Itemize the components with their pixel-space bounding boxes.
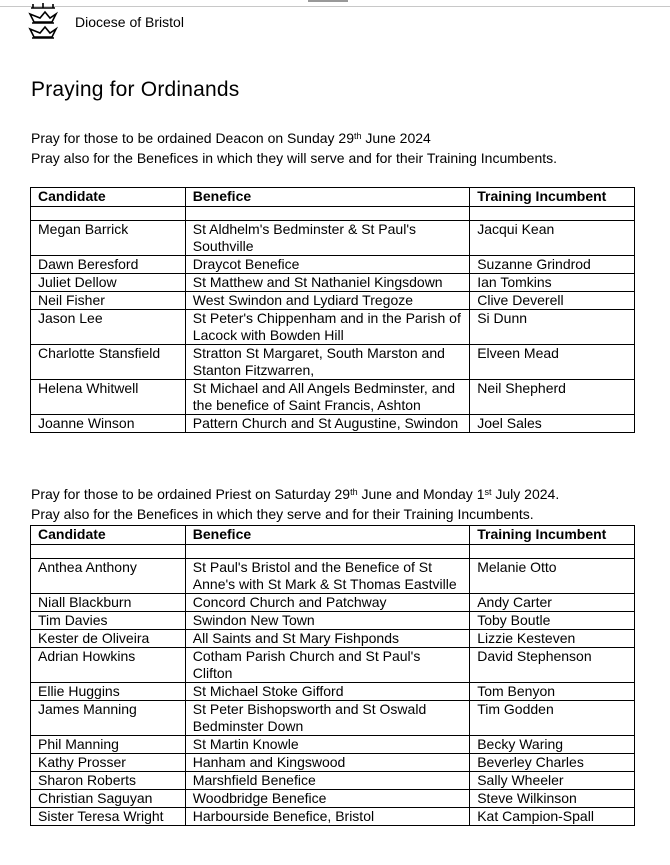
table-row [31,648,635,683]
priest-intro-sup2: st [484,487,492,497]
page-top-mark [308,0,348,2]
benefice-cell: Concord Church and Patchway [185,594,469,612]
table-row [31,274,635,292]
candidate-cell: Megan Barrick [31,221,186,256]
table-row [31,292,635,310]
table-spacer-row [31,545,635,559]
table-row [31,310,635,345]
incumbent-cell: David Stephenson [470,648,635,683]
priest-intro [31,484,559,524]
table-row [31,754,635,772]
candidate-cell: Niall Blackburn [31,594,186,612]
benefice-cell: St Martin Knowle [185,736,469,754]
incumbent-cell: Neil Shepherd [470,380,635,415]
incumbent-cell: Toby Boutle [470,612,635,630]
priest-table [30,525,635,826]
candidate-cell: Anthea Anthony [31,559,186,594]
column-header-benefice: Benefice [185,526,469,545]
candidate-cell: Tim Davies [31,612,186,630]
incumbent-cell: Melanie Otto [470,559,635,594]
incumbent-cell: Andy Carter [470,594,635,612]
table-row [31,415,635,433]
benefice-cell: Woodbridge Benefice [185,790,469,808]
diocese-name: Diocese of Bristol [75,14,184,30]
deacon-intro-text-end: June 2024 [361,130,431,146]
deacon-table [30,187,635,433]
candidate-cell: Dawn Beresford [31,256,186,274]
deacon-intro-line2: Pray also for the Benefices in which they will serve and for their Training Incumbents. [31,150,558,166]
benefice-cell: Cotham Parish Church and St Paul's Clifton [185,648,469,683]
table-row [31,808,635,826]
candidate-cell: James Manning [31,701,186,736]
incumbent-cell: Elveen Mead [470,345,635,380]
benefice-cell: St Michael and All Angels Bedminster, and the benefice of Saint Francis, Ashton [185,380,469,415]
incumbent-cell: Becky Waring [470,736,635,754]
benefice-cell: West Swindon and Lydiard Tregoze [185,292,469,310]
benefice-cell: Pattern Church and St Augustine, Swindon [185,415,469,433]
incumbent-cell: Ian Tomkins [470,274,635,292]
deacon-intro-text: Pray for those to be ordained Deacon on Sunday 29 [31,130,354,146]
benefice-cell: Harbourside Benefice, Bristol [185,808,469,826]
incumbent-cell: Tim Godden [470,701,635,736]
candidate-cell: Adrian Howkins [31,648,186,683]
table-row [31,772,635,790]
benefice-cell: Marshfield Benefice [185,772,469,790]
candidate-cell: Kester de Oliveira [31,630,186,648]
benefice-cell: St Paul's Bristol and the Benefice of St Anne's with St Mark & St Thomas Eastville [185,559,469,594]
incumbent-cell: Jacqui Kean [470,221,635,256]
benefice-cell: St Matthew and St Nathaniel Kingsdown [185,274,469,292]
deacon-intro [31,128,557,168]
incumbent-cell: Tom Benyon [470,683,635,701]
table-row [31,559,635,594]
table-row [31,380,635,415]
deacon-intro-sup: th [354,131,362,141]
priest-intro-text-end: July 2024. [491,486,560,502]
table-row [31,790,635,808]
benefice-cell: St Aldhelm's Bedminster & St Paul's Southville [185,221,469,256]
table-header-row [31,526,635,545]
column-header-training-incumbent: Training Incumbent [470,188,635,207]
benefice-cell: All Saints and St Mary Fishponds [185,630,469,648]
incumbent-cell: Si Dunn [470,310,635,345]
table-row [31,630,635,648]
table-row [31,345,635,380]
benefice-cell: St Peter Bishopsworth and St Oswald Bedminster Down [185,701,469,736]
incumbent-cell: Clive Deverell [470,292,635,310]
table-row [31,736,635,754]
priest-intro-sup1: th [350,487,358,497]
candidate-cell: Helena Whitwell [31,380,186,415]
diocese-crown-logo-icon [27,2,63,46]
candidate-cell: Phil Manning [31,736,186,754]
candidate-cell: Kathy Prosser [31,754,186,772]
table-row [31,701,635,736]
page-top-border [0,0,670,7]
incumbent-cell: Beverley Charles [470,754,635,772]
priest-intro-line2: Pray also for the Benefices in which they serve and for their Training Incumbents. [31,506,534,522]
priest-intro-text: Pray for those to be ordained Priest on Saturday 29 [31,486,351,502]
table-row [31,256,635,274]
benefice-cell: Swindon New Town [185,612,469,630]
incumbent-cell: Suzanne Grindrod [470,256,635,274]
candidate-cell: Christian Saguyan [31,790,186,808]
incumbent-cell: Lizzie Kesteven [470,630,635,648]
candidate-cell: Sharon Roberts [31,772,186,790]
candidate-cell: Jason Lee [31,310,186,345]
priest-intro-text-mid: June and Monday 1 [357,486,485,502]
column-header-candidate: Candidate [31,526,186,545]
incumbent-cell: Steve Wilkinson [470,790,635,808]
candidate-cell: Charlotte Stansfield [31,345,186,380]
column-header-benefice: Benefice [185,188,469,207]
benefice-cell: St Michael Stoke Gifford [185,683,469,701]
candidate-cell: Sister Teresa Wright [31,808,186,826]
incumbent-cell: Joel Sales [470,415,635,433]
deacon-intro-line1 [31,128,557,148]
column-header-training-incumbent: Training Incumbent [470,526,635,545]
priest-intro-line1 [31,484,559,504]
benefice-cell: St Peter's Chippenham and in the Parish of Lacock with Bowden Hill [185,310,469,345]
incumbent-cell: Sally Wheeler [470,772,635,790]
table-row [31,612,635,630]
table-header-row [31,188,635,207]
table-spacer-row [31,207,635,221]
benefice-cell: Draycot Benefice [185,256,469,274]
benefice-cell: Hanham and Kingswood [185,754,469,772]
incumbent-cell: Kat Campion-Spall [470,808,635,826]
table-row [31,221,635,256]
table-row [31,594,635,612]
column-header-candidate: Candidate [31,188,186,207]
page-title: Praying for Ordinands [31,78,240,101]
benefice-cell: Stratton St Margaret, South Marston and Stanton Fitzwarren, [185,345,469,380]
table-row [31,683,635,701]
candidate-cell: Neil Fisher [31,292,186,310]
candidate-cell: Ellie Huggins [31,683,186,701]
candidate-cell: Juliet Dellow [31,274,186,292]
candidate-cell: Joanne Winson [31,415,186,433]
